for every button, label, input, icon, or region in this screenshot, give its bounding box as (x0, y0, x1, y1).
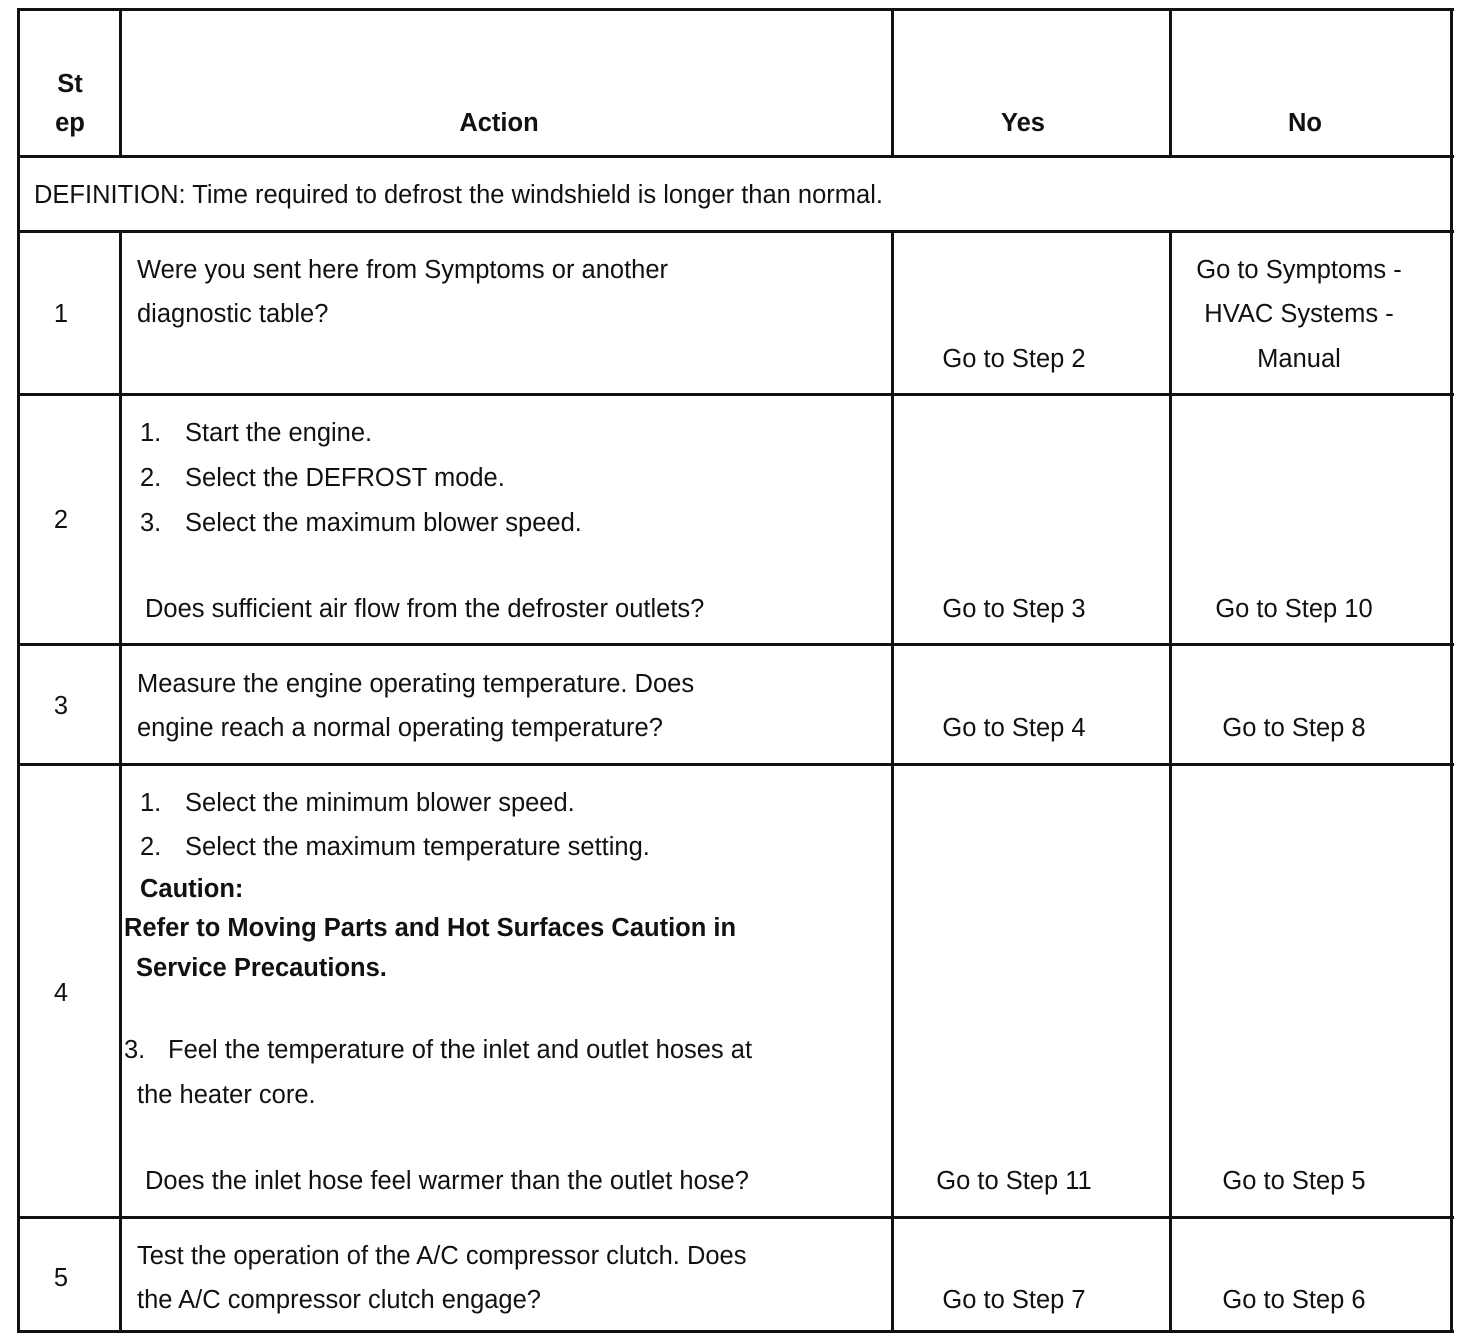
list-item: Select the maximum temperature setting. (185, 833, 650, 861)
definition-divider (18, 230, 1454, 233)
list-number: 1. (140, 789, 162, 817)
yes-result: Go to Step 3 (942, 595, 1086, 623)
action-text: Measure the engine operating temperature. Does (137, 670, 695, 698)
step-number: 2 (53, 506, 69, 534)
step-number: 3 (53, 692, 69, 720)
yes-result: Go to Step 7 (942, 1286, 1086, 1314)
list-number: 2. (140, 464, 162, 492)
question-text: Does sufficient air flow from the defroster outlets? (145, 595, 705, 623)
no-result: Go to Step 6 (1222, 1286, 1366, 1314)
row-divider-2 (18, 643, 1454, 646)
list-item: Select the maximum blower speed. (185, 509, 582, 537)
list-item: Start the engine. (185, 419, 373, 447)
step-number: 4 (53, 979, 69, 1007)
table-border-right (1450, 8, 1453, 1333)
no-result: Go to Step 5 (1222, 1167, 1366, 1195)
action-text: Were you sent here from Symptoms or another (137, 256, 669, 284)
action-text: diagnostic table? (137, 300, 329, 328)
no-result: Manual (1257, 345, 1341, 373)
caution-text: Refer to Moving Parts and Hot Surfaces Caution in (124, 914, 737, 942)
header-divider (18, 155, 1454, 158)
definition-text: DEFINITION: Time required to defrost the windshield is longer than normal. (34, 181, 883, 209)
table-border-top (18, 8, 1454, 11)
header-step-line1: St (57, 70, 83, 98)
action-text: Test the operation of the A/C compressor clutch. Does (137, 1242, 747, 1270)
list-number: 3. (124, 1036, 146, 1064)
row-divider-1 (18, 393, 1454, 396)
table-border-left (17, 8, 20, 1333)
yes-result: Go to Step 2 (942, 345, 1086, 373)
header-action: Action (459, 109, 539, 137)
step-number: 5 (53, 1264, 69, 1292)
no-result: HVAC Systems - (1204, 300, 1394, 328)
list-item: Feel the temperature of the inlet and outlet hoses at (168, 1036, 753, 1064)
row-divider-4 (18, 1216, 1454, 1219)
list-item: Select the minimum blower speed. (185, 789, 575, 817)
table-border-bottom (18, 1330, 1454, 1333)
action-text: engine reach a normal operating temperature? (137, 714, 663, 742)
row-divider-3 (18, 763, 1454, 766)
yes-result: Go to Step 11 (936, 1167, 1092, 1195)
list-number: 2. (140, 833, 162, 861)
action-text: the A/C compressor clutch engage? (137, 1286, 541, 1314)
list-item: Select the DEFROST mode. (185, 464, 505, 492)
yes-result: Go to Step 4 (942, 714, 1086, 742)
list-number: 3. (140, 509, 162, 537)
caution-text: Service Precautions. (136, 954, 387, 982)
header-yes: Yes (1001, 109, 1045, 137)
header-step-line2: ep (55, 109, 85, 137)
question-text: Does the inlet hose feel warmer than the outlet hose? (145, 1167, 749, 1195)
header-no: No (1288, 109, 1322, 137)
col-divider-step (119, 230, 122, 1333)
step-number: 1 (53, 300, 69, 328)
list-item: the heater core. (137, 1081, 316, 1109)
no-result: Go to Symptoms - (1196, 256, 1402, 284)
caution-title: Caution: (140, 875, 244, 903)
no-result: Go to Step 10 (1215, 595, 1373, 623)
no-result: Go to Step 8 (1222, 714, 1366, 742)
list-number: 1. (140, 419, 162, 447)
